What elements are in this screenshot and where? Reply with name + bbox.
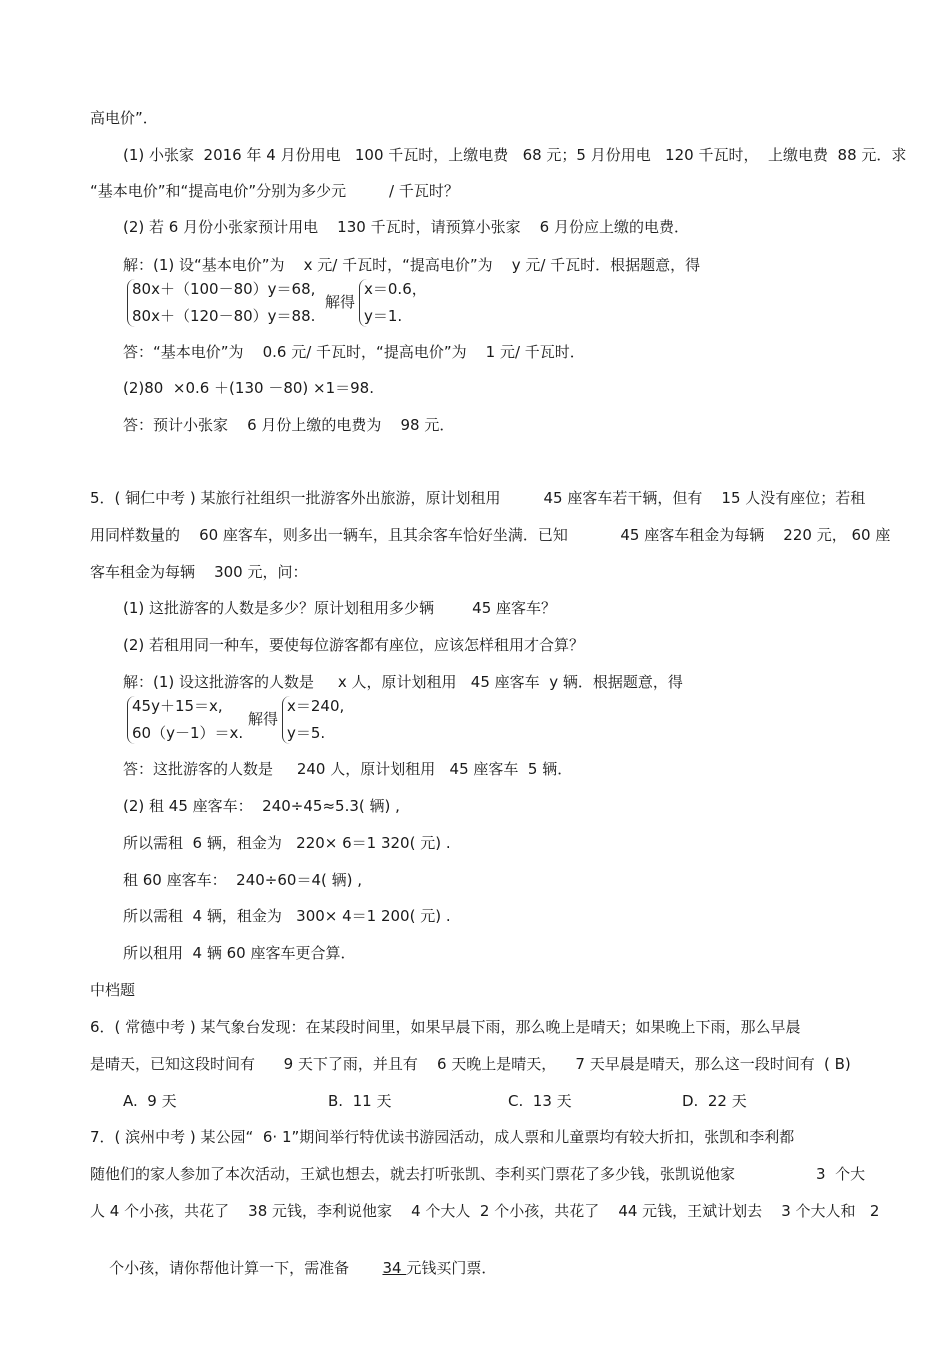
text-line: 用同样数量的 60 座客车，则多出一辆车，且其余客车恰好坐满．已知 45 座客车租金为每辆 220 元， 60 座	[90, 526, 891, 544]
equation-line: 45y＋15＝x,	[132, 697, 223, 715]
equation-line: x＝240,	[287, 697, 345, 715]
option-b: B. 11 天	[328, 1092, 392, 1110]
solve-label: 解得	[248, 710, 279, 728]
text-line: 客车租金为每辆 300 元，问：	[90, 563, 308, 581]
text-line: 人 4 个小孩，共花了 38 元钱，李利说他家 4 个大人 2 个小孩，共花了 44 元钱，王斌计划去 3 个大人和 2	[90, 1202, 880, 1220]
text-line	[90, 1238, 496, 1298]
text-line: “基本电价”和“提高电价”分别为多少元 / 千瓦时？	[90, 182, 459, 200]
answer-line: 答：“基本电价”为 0.6 元/ 千瓦时，“提高电价”为 1 元/ 千瓦时．	[123, 343, 585, 361]
answer-line: 答：这批游客的人数是 240 人，原计划租用 45 座客车 5 辆．	[123, 760, 573, 778]
text-line: 高电价”．	[90, 109, 158, 127]
solution-line: 解：(1) 设“基本电价”为 x 元/ 千瓦时，“提高电价”为 y 元/ 千瓦时．根据题意，得	[123, 256, 701, 274]
question-5: 5．( 铜仁中考 ) 某旅行社组织一批游客外出旅游，原计划租用 45 座客车若干辆，但有 15 人没有座位；若租	[90, 489, 866, 507]
text-span: 个小孩，请你帮他计算一下，需准备	[109, 1259, 383, 1277]
question-6: 6．( 常德中考 ) 某气象台发现：在某段时间里，如果早晨下雨，那么晚上是晴天；如果晚上下雨，那么早晨	[90, 1018, 801, 1036]
equation-line: 60（y－1）＝x.	[132, 724, 244, 742]
solution-line: 所以需租 4 辆，租金为 300× 4＝1 200( 元) .	[123, 907, 451, 925]
equation-line: 80x＋（120－80）y＝88.	[132, 307, 316, 325]
answer-choice: ( B)	[824, 1055, 851, 1073]
question-7: 7．( 滨州中考 ) 某公园“ 6· 1”期间举行特优读书游园活动，成人票和儿童票均有较大折扣，张凯和李利都	[90, 1128, 795, 1146]
question-5-part-1: (1) 这批游客的人数是多少？原计划租用多少辆 45 座客车？	[123, 599, 557, 617]
option-a: A. 9 天	[123, 1092, 177, 1110]
fill-in-answer: 34	[382, 1259, 407, 1277]
equation-line: 80x＋（100－80）y＝68,	[132, 280, 316, 298]
question-4-part-2: (2) 若 6 月份小张家预计用电 130 千瓦时，请预算小张家 6 月份应上缴的电费．	[123, 218, 689, 236]
solution-line: (2)80 ×0.6 ＋(130 －80) ×1＝98.	[123, 379, 374, 397]
solution-line: 租 60 座客车： 240÷60＝4( 辆) ,	[123, 871, 362, 889]
solution-line: 所以租用 4 辆 60 座客车更合算．	[123, 944, 356, 962]
text-line: 随他们的家人参加了本次活动，王斌也想去，就去打听张凯、李利买门票花了多少钱，张凯说他家 3 个大	[90, 1165, 866, 1183]
text-line: 是晴天，已知这段时间有 9 天下了雨，并且有 6 天晚上是晴天， 7 天早晨是晴天，那么这一段时间有	[90, 1055, 815, 1073]
equation-line: y＝1.	[364, 307, 403, 325]
question-5-part-2: (2) 若租用同一种车，要使每位游客都有座位，应该怎样租用才合算？	[123, 636, 585, 654]
text-span: 元钱买门票．	[406, 1259, 497, 1277]
option-d: D. 22 天	[682, 1092, 747, 1110]
equation-line: y＝5.	[287, 724, 326, 742]
answer-line: 答：预计小张家 6 月份上缴的电费为 98 元．	[123, 416, 455, 434]
option-c: C. 13 天	[508, 1092, 572, 1110]
section-heading: 中档题	[90, 981, 136, 999]
solve-label: 解得	[325, 293, 356, 311]
solution-line: 所以需租 6 辆，租金为 220× 6＝1 320( 元) .	[123, 834, 451, 852]
solution-line: (2) 租 45 座客车： 240÷45≈5.3( 辆) ,	[123, 797, 400, 815]
question-4-part-1: (1) 小张家 2016 年 4 月份用电 100 千瓦时，上缴电费 68 元；5 月份用电 120 千瓦时， 上缴电费 88 元．求	[123, 146, 907, 164]
equation-line: x＝0.6，	[364, 280, 427, 298]
solution-line: 解：(1) 设这批游客的人数是 x 人，原计划租用 45 座客车 y 辆．根据题意，得	[123, 673, 683, 691]
